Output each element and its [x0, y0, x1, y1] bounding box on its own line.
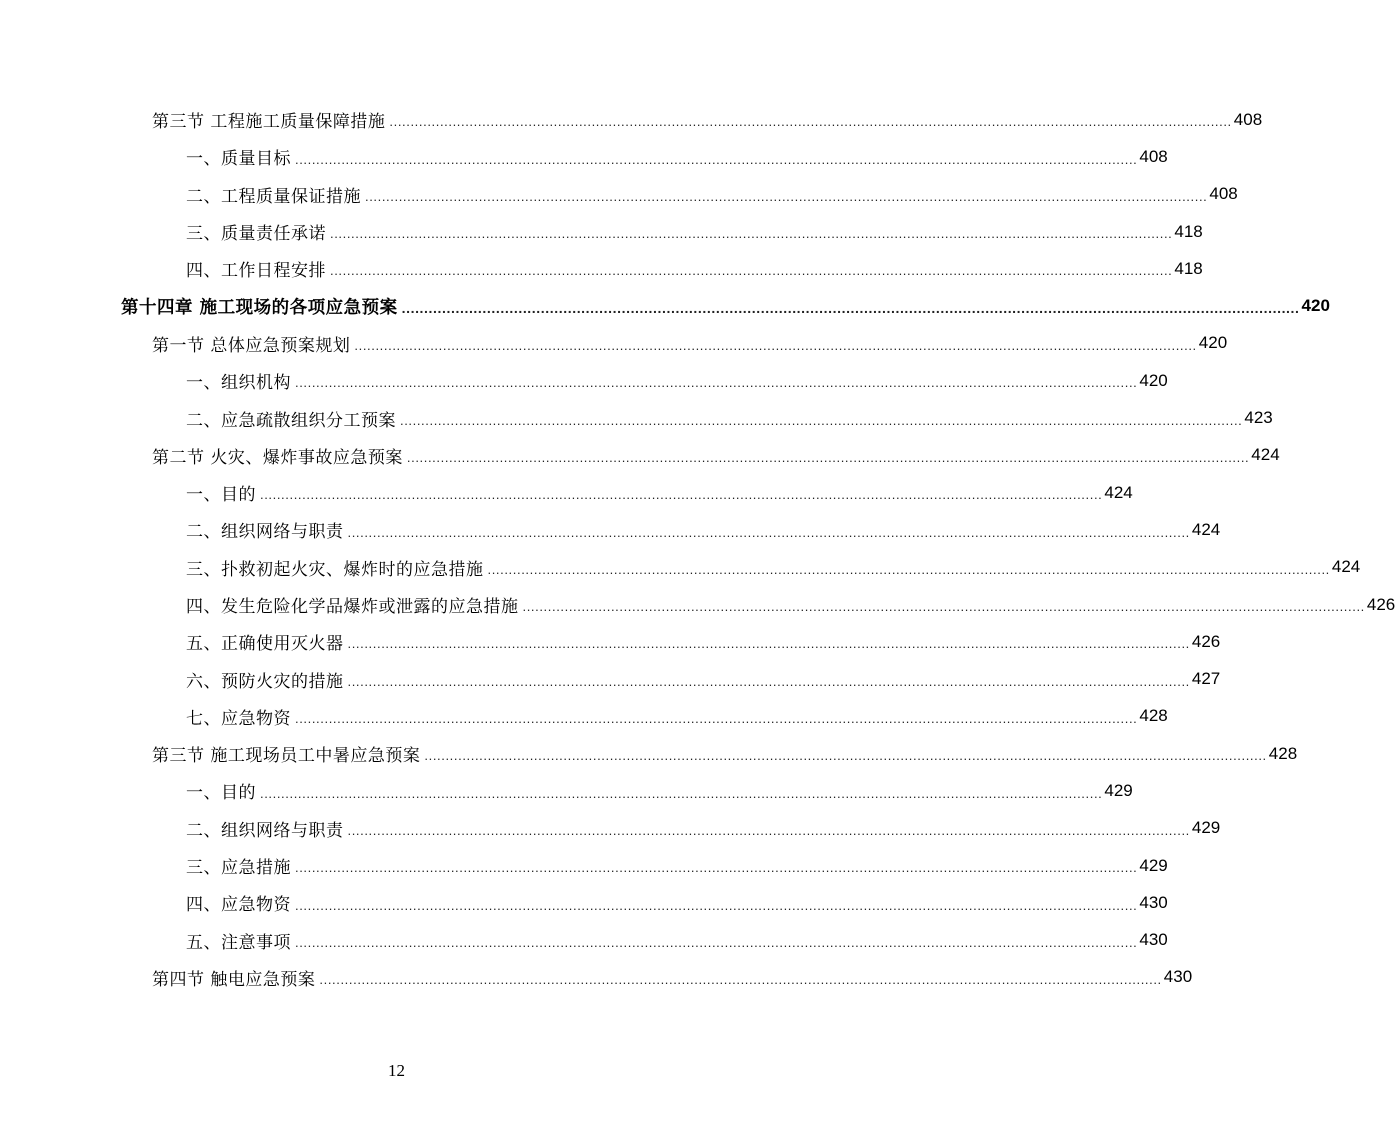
- toc-section-entry[interactable]: [0, 101, 1263, 138]
- toc-entry-page: 408: [1233, 109, 1263, 129]
- toc-entry-page: 428: [1139, 706, 1168, 726]
- toc-item-entry[interactable]: [0, 884, 1168, 921]
- toc-entry-page: 420: [1198, 333, 1228, 353]
- toc-dot-leader: ........................................................................................................................................................................................................: [295, 860, 1138, 876]
- toc-item-entry[interactable]: [0, 660, 1221, 697]
- toc-section-entry[interactable]: [0, 325, 1228, 362]
- toc-dot-leader: ........................................................................................................................................................................................................: [522, 599, 1365, 615]
- toc-entry-page: 428: [1268, 743, 1298, 763]
- toc-dot-leader: ........................................................................................................................................................................................................: [330, 263, 1173, 279]
- toc-section-entry[interactable]: [0, 437, 1280, 474]
- toc-item-entry[interactable]: [0, 772, 1133, 809]
- toc-dot-leader: ........................................................................................................................................................................................................: [354, 338, 1197, 354]
- toc-entry-title: 五、正确使用灭火器: [186, 634, 344, 655]
- toc-entry-title: 第四节 触电应急预案: [152, 969, 316, 990]
- toc-entry-title: 四、发生危险化学品爆炸或泄露的应急措施: [186, 597, 519, 617]
- toc-dot-leader: ........................................................................................................................................................................................................: [295, 897, 1138, 913]
- page-number: 12: [388, 1061, 405, 1080]
- table-of-contents: [0, 101, 1395, 996]
- toc-entry-title: 三、应急措施: [186, 858, 291, 879]
- toc-entry-title: 第三节 施工现场员工中暑应急预案: [152, 746, 421, 767]
- toc-entry-title: 三、扑救初起火灾、爆炸时的应急措施: [186, 559, 484, 580]
- toc-item-entry[interactable]: [0, 698, 1168, 735]
- toc-entry-title: 第二节 火灾、爆炸事故应急预案: [152, 447, 403, 468]
- toc-dot-leader: ........................................................................................................................................................................................................: [295, 711, 1138, 727]
- toc-entry-page: 420: [1139, 370, 1168, 390]
- toc-entry-page: 430: [1139, 930, 1168, 950]
- toc-entry-title: 二、组织网络与职责: [186, 522, 344, 543]
- toc-dot-leader: ........................................................................................................................................................................................................: [487, 561, 1330, 577]
- toc-entry-page: 420: [1301, 296, 1330, 316]
- toc-dot-leader: ........................................................................................................................................................................................................: [347, 822, 1190, 838]
- toc-item-entry[interactable]: [0, 474, 1133, 511]
- toc-entry-page: 424: [1251, 445, 1280, 465]
- toc-entry-page: 424: [1104, 482, 1133, 502]
- toc-entry-page: 426: [1191, 631, 1221, 651]
- toc-entry-title: 一、目的: [186, 485, 256, 506]
- toc-item-entry[interactable]: [0, 176, 1238, 213]
- toc-entry-title: 六、预防火灾的措施: [186, 671, 344, 692]
- toc-entry-title: 二、工程质量保证措施: [186, 186, 361, 207]
- toc-entry-title: 第十四章 施工现场的各项应急预案: [121, 297, 398, 318]
- toc-dot-leader: ........................................................................................................................................................................................................: [260, 487, 1103, 503]
- toc-dot-leader: ........................................................................................................................................................................................................: [330, 226, 1173, 242]
- toc-dot-leader: ........................................................................................................................................................................................................: [389, 114, 1232, 130]
- toc-section-entry[interactable]: [0, 735, 1298, 772]
- toc-item-entry[interactable]: [0, 213, 1203, 250]
- toc-entry-page: 427: [1191, 669, 1221, 689]
- toc-dot-leader: ........................................................................................................................................................................................................: [401, 299, 1300, 316]
- toc-item-entry[interactable]: [0, 511, 1221, 548]
- toc-item-entry[interactable]: [0, 586, 1395, 623]
- toc-dot-leader: ........................................................................................................................................................................................................: [260, 785, 1103, 801]
- toc-entry-page: 429: [1191, 818, 1221, 838]
- toc-entry-page: 429: [1139, 855, 1168, 875]
- toc-entry-title: 二、组织网络与职责: [186, 820, 344, 841]
- toc-entry-title: 一、组织机构: [186, 373, 291, 394]
- toc-item-entry[interactable]: [0, 138, 1168, 175]
- toc-entry-title: 第三节 工程施工质量保障措施: [152, 112, 386, 133]
- toc-entry-title: 七、应急物资: [186, 708, 291, 729]
- toc-dot-leader: ........................................................................................................................................................................................................: [406, 449, 1250, 465]
- toc-item-entry[interactable]: [0, 922, 1168, 959]
- toc-item-entry[interactable]: [0, 810, 1221, 847]
- toc-item-entry[interactable]: [0, 623, 1221, 660]
- toc-entry-page: 430: [1139, 892, 1168, 912]
- toc-entry-page: 424: [1331, 557, 1361, 577]
- toc-entry-title: 三、质量责任承诺: [186, 224, 326, 245]
- toc-dot-leader: ........................................................................................................................................................................................................: [295, 934, 1138, 950]
- toc-dot-leader: ........................................................................................................................................................................................................: [400, 412, 1243, 428]
- toc-dot-leader: ........................................................................................................................................................................................................: [365, 188, 1208, 204]
- toc-entry-page: 429: [1104, 780, 1133, 800]
- toc-entry-page: 423: [1244, 408, 1273, 428]
- toc-entry-title: 一、质量目标: [186, 149, 291, 170]
- toc-item-entry[interactable]: [0, 399, 1273, 436]
- toc-entry-title: 二、应急疏散组织分工预案: [186, 410, 396, 431]
- toc-item-entry[interactable]: [0, 549, 1361, 586]
- toc-dot-leader: ........................................................................................................................................................................................................: [347, 673, 1190, 689]
- toc-item-entry[interactable]: [0, 250, 1203, 287]
- toc-dot-leader: ........................................................................................................................................................................................................: [347, 524, 1190, 540]
- toc-entry-title: 四、应急物资: [186, 895, 291, 916]
- toc-dot-leader: ........................................................................................................................................................................................................: [295, 151, 1138, 167]
- toc-entry-page: 424: [1191, 519, 1221, 539]
- toc-entry-page: 418: [1174, 258, 1203, 278]
- toc-entry-title: 第一节 总体应急预案规划: [152, 335, 351, 356]
- toc-entry-title: 一、目的: [186, 783, 256, 804]
- toc-entry-title: 五、注意事项: [186, 932, 291, 953]
- toc-item-entry[interactable]: [0, 362, 1168, 399]
- toc-dot-leader: ........................................................................................................................................................................................................: [424, 748, 1267, 764]
- toc-entry-page: 418: [1174, 221, 1203, 241]
- toc-entry-page: 408: [1209, 184, 1238, 204]
- toc-dot-leader: ........................................................................................................................................................................................................: [319, 972, 1162, 988]
- toc-entry-title: 四、工作日程安排: [186, 261, 326, 282]
- toc-entry-page: 426: [1366, 594, 1395, 614]
- toc-chapter-entry[interactable]: [0, 287, 1330, 324]
- toc-item-entry[interactable]: [0, 847, 1168, 884]
- toc-entry-page: 430: [1163, 967, 1193, 987]
- toc-dot-leader: ........................................................................................................................................................................................................: [295, 375, 1138, 391]
- toc-entry-page: 408: [1139, 146, 1168, 166]
- toc-dot-leader: ........................................................................................................................................................................................................: [347, 636, 1190, 652]
- toc-section-entry[interactable]: [0, 959, 1193, 996]
